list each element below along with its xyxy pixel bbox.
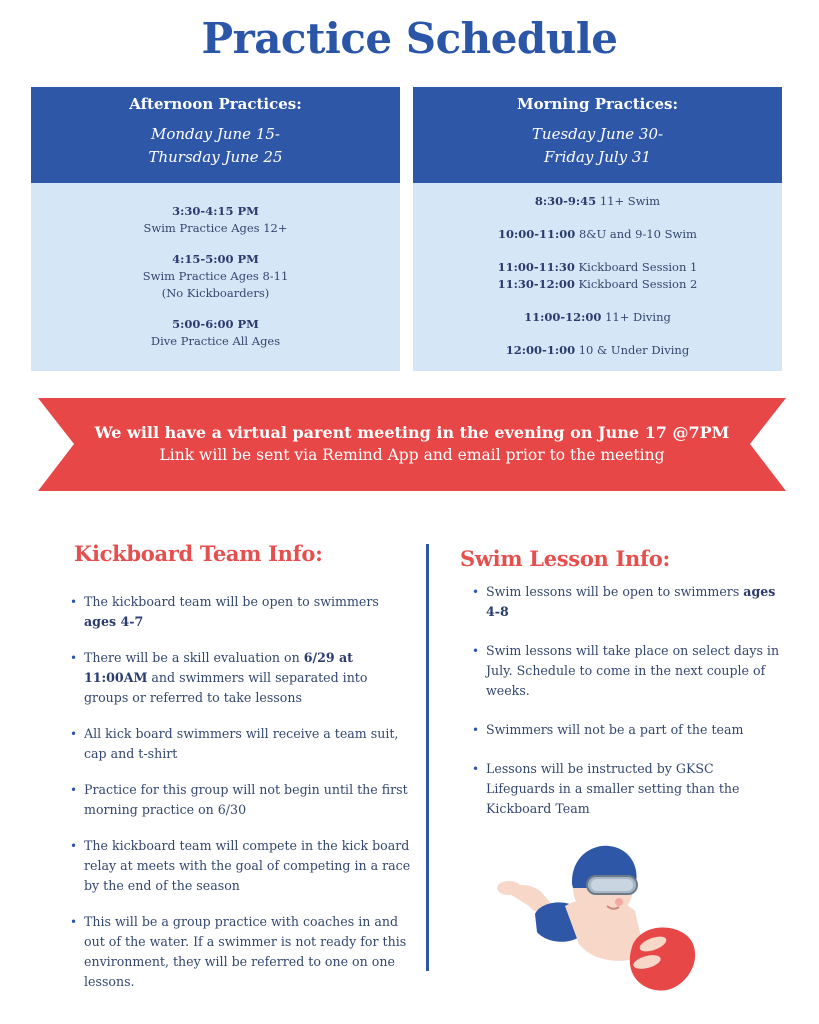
slot-note: (No Kickboarders): [161, 286, 270, 300]
slot-desc: 8&U and 9-10 Swim: [575, 227, 697, 241]
afternoon-dates-line2: Thursday June 25: [148, 148, 283, 166]
slot-time: 11:00-12:00: [524, 310, 602, 324]
parent-meeting-banner: [38, 398, 786, 491]
morning-schedule: [413, 183, 782, 371]
schedule-slot: [31, 316, 400, 350]
slot-desc: Kickboard Session 1: [574, 260, 698, 274]
schedule-slot: [31, 203, 400, 237]
slot-desc: Swim Practice Ages 8-11: [142, 269, 289, 283]
list-item: [84, 648, 414, 708]
morning-header: [413, 87, 782, 183]
afternoon-practices-panel: [31, 87, 400, 371]
item-bold: ages 4-8: [486, 584, 776, 619]
list-item: [486, 582, 786, 622]
slot-desc: Dive Practice All Ages: [150, 334, 281, 348]
morning-dates-line1: Tuesday June 30-: [531, 125, 664, 143]
schedule-slot: [31, 251, 400, 302]
swim-lesson-title: Swim Lesson Info:: [460, 546, 670, 571]
list-item: [486, 641, 786, 701]
kickboard-info-list: [70, 592, 414, 1008]
afternoon-dates: [31, 123, 400, 169]
list-item: [84, 724, 414, 764]
item-text: The kickboard team will compete in the kick board relay at meets with the goal of competing in a race by the end of the season: [84, 838, 411, 893]
page-title: Practice Schedule: [201, 14, 618, 63]
slot-time: 4:15-5:00 PM: [172, 252, 259, 266]
column-divider: [426, 544, 429, 971]
afternoon-schedule: [31, 183, 400, 371]
banner-text: [38, 423, 786, 464]
slot-desc: 11+ Swim: [596, 194, 661, 208]
morning-practices-panel: [413, 87, 782, 371]
list-item: [486, 759, 786, 819]
item-text: This will be a group practice with coaches in and out of the water. If a swimmer is not ready for this environment, they will be referred to one on one lessons.: [84, 914, 407, 989]
slot-time: 5:00-6:00 PM: [172, 317, 259, 331]
item-text: Practice for this group will not begin until the first morning practice on 6/30: [84, 782, 408, 817]
list-item: [486, 720, 786, 740]
item-bold: ages 4-7: [84, 614, 144, 629]
slot-desc: 11+ Diving: [601, 310, 671, 324]
banner-line2: Link will be sent via Remind App and email prior to the meeting: [159, 446, 665, 464]
afternoon-dates-line1: Monday June 15-: [151, 125, 280, 143]
afternoon-heading: Afternoon Practices:: [129, 95, 302, 113]
schedule-slot: [413, 259, 782, 293]
morning-dates: [413, 123, 782, 169]
slot-time: 8:30-9:45: [534, 194, 597, 208]
afternoon-header: [31, 87, 400, 183]
item-bold: 6/29 at 11:00AM: [84, 650, 353, 685]
item-text: Swimmers will not be a part of the team: [486, 722, 744, 737]
morning-heading: Morning Practices:: [516, 95, 679, 113]
slot-time: 11:00-11:30: [497, 260, 575, 274]
list-item: [84, 780, 414, 820]
slot-time: 10:00-11:00: [498, 227, 576, 241]
list-item: [84, 912, 414, 992]
list-item: [84, 592, 414, 632]
morning-dates-line2: Friday July 31: [544, 148, 651, 166]
item-text: Swim lessons will take place on select days in July. Schedule to come in the next couple of weeks.: [486, 643, 780, 698]
slot-time: 3:30-4:15 PM: [172, 204, 259, 218]
slot-desc: 10 & Under Diving: [575, 343, 690, 357]
banner-line1: We will have a virtual parent meeting in the evening on June 17 @7PM: [94, 423, 730, 442]
item-text: Swim lessons will be open to swimmers: [486, 584, 744, 599]
item-text: The kickboard team will be open to swimmers: [84, 594, 379, 609]
swim-lesson-info-list: [472, 582, 786, 838]
schedule-slot: [413, 309, 782, 326]
item-text-after: and swimmers will separated into groups or referred to take lessons: [84, 670, 368, 705]
item-text: There will be a skill evaluation on: [84, 650, 304, 665]
slot-desc: Kickboard Session 2: [574, 277, 698, 291]
schedule-slot: [413, 342, 782, 359]
schedule-slot: [413, 226, 782, 243]
item-text: Lessons will be instructed by GKSC Lifeguards in a smaller setting than the Kickboard Team: [486, 761, 740, 816]
swimmer-with-kickboard-icon: [495, 836, 705, 996]
kickboard-title: Kickboard Team Info:: [74, 541, 323, 566]
list-item: [84, 836, 414, 896]
slot-time: 11:30-12:00: [497, 277, 575, 291]
slot-time: 12:00-1:00: [505, 343, 576, 357]
item-text: All kick board swimmers will receive a team suit, cap and t-shirt: [84, 726, 399, 761]
schedule-slot: [413, 193, 782, 210]
slot-desc: Swim Practice Ages 12+: [143, 221, 288, 235]
